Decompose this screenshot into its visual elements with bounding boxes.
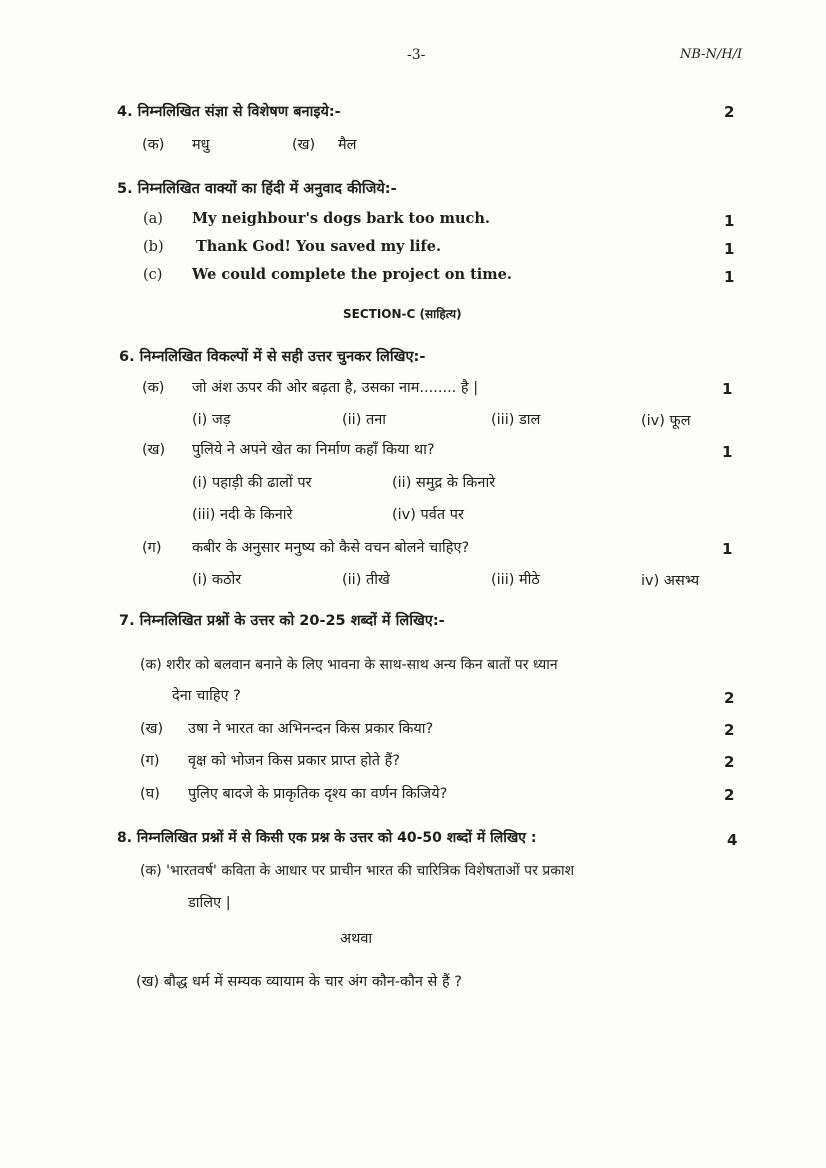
q6-a-option-4: (iv) फूल (641, 413, 691, 429)
q7-d-label: (घ) (140, 786, 160, 802)
q6-a-marks: 1 (722, 380, 733, 398)
q7-b-label: (ख) (140, 721, 164, 737)
paper-code: NB-N/H/I (680, 47, 743, 62)
q6-a-option-2: (ii) तना (342, 412, 387, 428)
page-number: -3- (407, 47, 426, 63)
q5-c-marks: 1 (724, 268, 735, 286)
q6-b-option-2: (ii) समुद्र के किनारे (392, 475, 496, 491)
q7-title: 7. निम्नलिखित प्रश्नों के उत्तर को 20-25 शब्दों में लिखिए:- (119, 613, 445, 629)
q8-or: अथवा (340, 931, 373, 947)
q6-c-option-4: iv) असभ्य (641, 573, 700, 589)
q7-d-marks: 2 (724, 786, 735, 804)
q6-c-option-2: (ii) तीखे (342, 572, 390, 588)
q7-b-text: उषा ने भारत का अभिनन्दन किस प्रकार किया? (188, 721, 434, 737)
q8-b-line: (ख) बौद्ध धर्म में सम्यक व्यायाम के चार अंग कौन-कौन से हैं ? (136, 974, 462, 990)
q5-c-label: (c) (143, 267, 163, 283)
q7-a-marks: 2 (724, 689, 735, 707)
q6-c-text: कबीर के अनुसार मनुष्य को कैसे वचन बोलने चाहिए? (192, 540, 470, 556)
q6-c-label: (ग) (142, 540, 162, 556)
q6-b-label: (ख) (142, 442, 166, 458)
q6-c-marks: 1 (722, 540, 733, 558)
q5-b-text: Thank God! You saved my life. (196, 238, 442, 255)
q6-b-option-1: (i) पहाड़ी की ढालों पर (192, 475, 312, 491)
q7-c-label: (ग) (140, 753, 160, 769)
q7-c-marks: 2 (724, 753, 735, 771)
q7-d-text: पुलिए बादजे के प्राकृतिक दृश्य का वर्णन किजिये? (188, 786, 448, 802)
q5-c-text: We could complete the project on time. (192, 266, 512, 283)
q7-c-text: वृक्ष को भोजन किस प्रकार प्राप्त होते हैं? (188, 753, 400, 769)
q5-title: 5. निम्नलिखित वाक्यों का हिंदी में अनुवाद कीजिये:- (117, 181, 397, 197)
q6-b-option-4: (iv) पर्वत पर (392, 507, 464, 523)
q6-c-option-3: (iii) मीठे (491, 572, 540, 588)
q6-a-text: जो अंश ऊपर की ओर बढ़ता है, उसका नाम........ है | (192, 380, 479, 396)
q5-b-label: (b) (143, 239, 164, 255)
q6-a-label: (क) (142, 380, 165, 396)
q8-a-line2: डालिए | (188, 895, 231, 911)
q8-title: 8. निम्नलिखित प्रश्नों में से किसी एक प्रश्न के उत्तर को 40-50 शब्दों में लिखिए : (117, 830, 537, 846)
q6-b-text: पुलिये ने अपने खेत का निर्माण कहाँ किया था? (192, 442, 435, 458)
q6-b-marks: 1 (722, 443, 733, 461)
q6-b-option-3: (iii) नदी के किनारे (192, 507, 293, 523)
q4-b-text: मैल (338, 137, 357, 153)
q5-a-marks: 1 (724, 212, 735, 230)
q4-b-label: (ख) (292, 137, 316, 153)
q5-b-marks: 1 (724, 240, 735, 258)
q4-a-text: मधु (192, 137, 210, 153)
q5-a-text: My neighbour's dogs bark too much. (192, 210, 490, 227)
q8-marks: 4 (727, 831, 738, 849)
q6-title: 6. निम्नलिखित विकल्पों में से सही उत्तर चुनकर लिखिए:- (119, 349, 426, 365)
q7-a-line2: देना चाहिए ? (172, 688, 241, 704)
q4-marks: 2 (724, 103, 735, 121)
q7-a-line1: (क) शरीर को बलवान बनाने के लिए भावना के साथ-साथ अन्य किन बातों पर ध्यान (140, 657, 558, 673)
q4-a-label: (क) (142, 137, 165, 153)
q4-title: 4. निम्नलिखित संज्ञा से विशेषण बनाइये:- (117, 104, 341, 120)
q6-a-option-3: (iii) डाल (491, 412, 541, 428)
section-c-heading: SECTION-C (साहित्य) (343, 307, 462, 321)
q5-a-label: (a) (143, 211, 163, 227)
q7-b-marks: 2 (724, 721, 735, 739)
q8-a-line1: (क) 'भारतवर्ष' कविता के आधार पर प्राचीन भारत की चारित्रिक विशेषताओं पर प्रकाश (140, 863, 575, 879)
q6-a-option-1: (i) जड़ (192, 412, 231, 428)
q6-c-option-1: (i) कठोर (192, 572, 242, 588)
